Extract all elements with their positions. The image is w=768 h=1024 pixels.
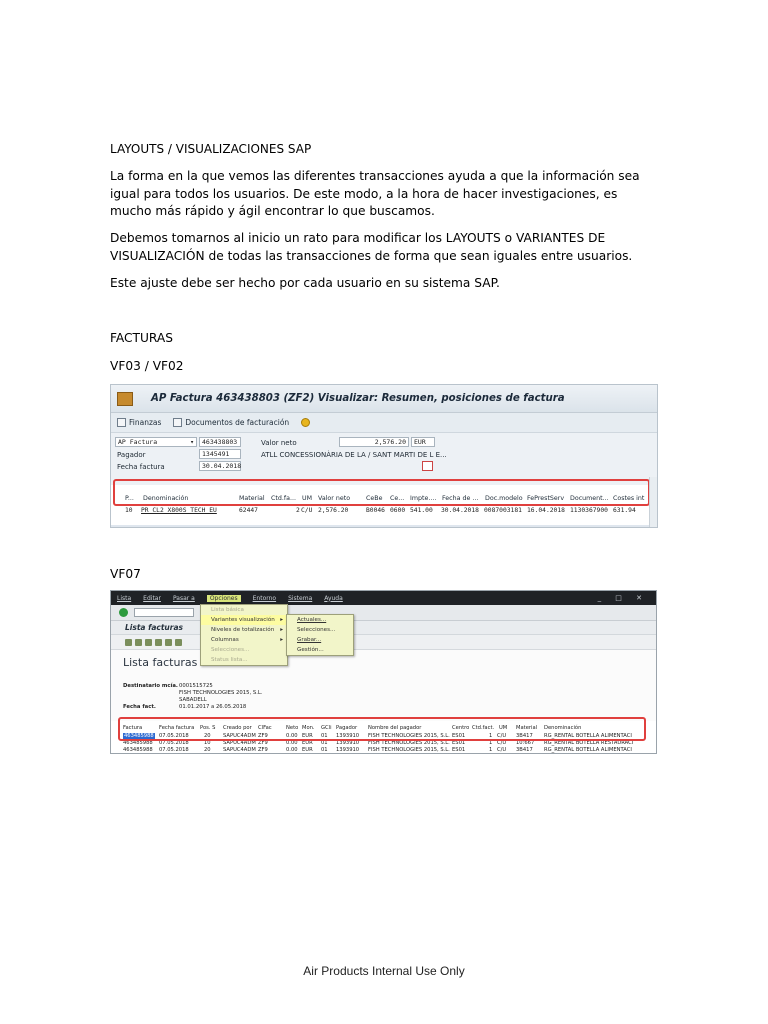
cell-impte: 541.00 [410,507,433,514]
menu-lista[interactable]: Lista [117,594,132,602]
cell-material: 10:667 [516,740,535,746]
cell-denominacion: RG_RENTAL BOTELLA ALIMENTACI [544,733,632,739]
menu-ayuda[interactable]: Ayuda [324,594,343,602]
payer-field[interactable]: 1345491 [199,449,241,459]
col-factura[interactable]: Factura [123,725,143,731]
vf07-screenshot [110,590,657,754]
finanzas-label: Finanzas [129,418,162,427]
cell-gcli: 01 [321,740,328,746]
cell-gcli: 01 [321,733,328,739]
highlight-box [118,717,646,741]
cell-material: 62447 [239,507,258,514]
cell-creado-por: SAPUC4ADM [223,740,256,746]
window-title: AP Factura 463438803 (ZF2) Visualizar: Resumen, posiciones de factura [151,393,565,404]
cell-clfac: ZF9 [258,747,268,753]
menu-item-niveles[interactable] [201,625,287,635]
submenu-selecciones[interactable]: Selecciones... [297,627,336,633]
display-object-button[interactable] [301,418,310,427]
menu-item-variantes-label: Variantes visualización [211,617,275,623]
section-heading: FACTURAS [110,331,173,345]
col-fe-prest-serv[interactable]: FePrestServ [527,495,565,502]
cell-item: 10 [125,507,133,514]
finanzas-icon [117,418,126,427]
col-centro[interactable]: Centro [452,725,470,731]
menu-item-selecciones[interactable]: Selecciones... [211,647,250,653]
cell-factura: 463485988 [123,740,153,746]
cell-net-value: 2,576.20 [318,507,349,514]
object-services-icon [301,418,310,427]
cell-factura: 463485988 [124,733,154,739]
col-ce[interactable]: Ce... [390,495,405,502]
col-clfac[interactable]: ClFac [258,725,272,731]
billing-date-field[interactable]: 30.04.2018 [199,461,241,471]
col-item[interactable]: P... [125,495,134,502]
export-icon[interactable] [165,639,172,646]
window-titlebar [111,385,657,413]
cell-pos: 10 [204,740,211,746]
cell-mon: EUR [302,740,313,746]
cell-clfac: ZF9 [258,740,268,746]
billing-doc-number[interactable]: 463438803 [199,437,241,447]
cell-centro: ES01 [452,733,466,739]
fecha-label: Fecha fact. [123,704,156,710]
menu-editar[interactable]: Editar [143,594,161,602]
col-material[interactable]: Material [239,495,265,502]
cell-material: 3B417 [516,733,533,739]
fecha-value: 01.01.2017 a 26.05.2018 [179,704,247,710]
menu-pasar-a[interactable]: Pasar a [172,594,195,602]
highlight-box [113,479,650,506]
command-bar [111,605,656,621]
cell-gcli: 01 [321,747,328,753]
cell-mon: EUR [302,733,313,739]
col-net-value[interactable]: Valor neto [318,495,351,502]
col-um[interactable]: UM [302,495,313,502]
footer-classification: Air Products Internal Use Only [303,964,465,978]
cell-document: 1130367900 [570,507,608,514]
cell-fecha: 07.05.2018 [159,733,189,739]
opciones-menu [200,604,288,666]
col-denominacion[interactable]: Denominación [544,725,582,731]
cell-material: 3B417 [516,747,533,753]
list-header [111,649,656,721]
payer-label: Pagador [117,451,146,459]
finanzas-button[interactable] [117,418,161,427]
paragraph-1: La forma en la que vemos las diferentes transacciones ayuda a que la información sea igual para todos los usuarios. De este modo, a la hora de hacer investigaciones, es mucho más rápido y ágil encontrar lo que buscamos. [110,169,640,218]
payer-name: ATLL CONCESSIONÀRIA DE LA / SANT MARTI DE L E... [261,451,447,459]
doc-heading: LAYOUTS / VISUALIZACIONES SAP [110,142,312,156]
window-controls[interactable]: _ □ ✕ [597,594,648,602]
vf07-label: VF07 [110,567,141,581]
col-ctd-fact[interactable]: Ctd.fact. [472,725,495,731]
submenu-arrow-icon: ▸ [280,637,283,643]
command-field[interactable] [134,608,194,617]
menu-opciones[interactable]: Opciones [207,595,241,602]
cell-mon: EUR [302,747,313,753]
cell-um: C/U [301,507,313,514]
cell-doc-modelo: 0087003181 [484,507,522,514]
col-pagador[interactable]: Pagador [336,725,358,731]
menu-item-columnas-label: Columnas [211,637,239,643]
col-creado-por[interactable]: Creado por [223,725,252,731]
net-value-field[interactable]: 2,576.20 [339,437,409,447]
cell-costes-int: 631.94 [613,507,636,514]
cell-centro: ES01 [452,740,466,746]
cell-nombre: FISH TECHNOLOGIES 2015, S.L. [368,740,450,746]
list-toolbar [111,635,656,649]
menu-item-columnas[interactable] [201,635,287,645]
dest-value: 0001515725 [179,683,213,689]
submenu-arrow-icon: ▸ [280,617,283,623]
sum-icon[interactable] [155,639,162,646]
submenu-actuales[interactable]: Actuales... [297,617,327,623]
paragraph-2: Debemos tomarnos al inicio un rato para modificar los LAYOUTS o VARIANTES DE VISUALIZACIÓN de todas las transacciones de forma que sean iguales entre usuarios. [110,231,633,263]
cell-clfac: ZF9 [258,733,268,739]
cell-pos: 20 [204,747,211,753]
enter-icon[interactable] [119,608,128,617]
col-um[interactable]: UM [499,725,508,731]
cell-nombre: FISH TECHNOLOGIES 2015, S.L. [368,733,450,739]
cell-um: C/U [497,740,507,746]
cell-pagador: 1393910 [336,733,360,739]
col-pos[interactable]: Pos. S [200,725,216,731]
col-cebe[interactable]: CeBe [366,495,383,502]
menu-bar [111,591,656,605]
dest-city: SABADELL [179,697,207,703]
col-costes-int[interactable]: Costes int [613,495,645,502]
cell-denominacion: RG_RENTAL BOTELLA RESTAURACI [544,740,634,746]
pdf-icon[interactable] [422,461,433,471]
cell-pagador: 1393910 [336,747,360,753]
vf03-screenshot [110,384,658,528]
cell-um: C/U [497,733,507,739]
sort-icon[interactable] [135,639,142,646]
dest-label: Destinatario mcía. [123,683,178,689]
currency-field[interactable]: EUR [411,437,435,447]
menu-entorno[interactable]: Entorno [252,594,277,602]
cell-factura: 463485988 [123,747,153,753]
table-row[interactable] [111,507,657,518]
paragraph-3: Este ajuste debe ser hecho por cada usuario en su sistema SAP. [110,276,500,290]
documentos-facturacion-label: Documentos de facturación [185,418,290,427]
menu-item-status[interactable]: Status lista... [211,657,248,663]
cell-creado-por: SAPUC4ADM [223,733,256,739]
cell-fecha: 30.04.2018 [441,507,479,514]
cell-neto: 0.00 [286,747,298,753]
billing-type-select[interactable] [115,437,197,447]
list-title: Lista facturas [123,656,198,669]
documentos-facturacion-button[interactable] [173,418,289,427]
cell-creado-por: SAPUC4ADM [223,747,256,753]
col-denominacion[interactable]: Denominación [143,495,189,502]
cell-ctd: 1 [489,733,493,739]
submenu-arrow-icon: ▸ [280,627,283,633]
col-qty[interactable]: Ctd.fa... [271,495,296,502]
vf03-label: VF03 / VF02 [110,359,184,373]
dest-name: FISH TECHNOLOGIES 2015, S.L. [179,690,263,696]
variantes-submenu [286,614,354,656]
col-fecha[interactable]: Fecha de ... [442,495,479,502]
cell-centro: ES01 [452,747,466,753]
details-icon[interactable] [125,639,132,646]
cell-fecha: 07.05.2018 [159,740,189,746]
billing-type-value: AP Factura [118,438,158,446]
submenu-grabar[interactable]: Grabar... [297,637,322,643]
menu-item-variantes[interactable] [201,615,287,625]
menu-item-niveles-label: Niveles de totalización [211,627,275,633]
cell-fecha: 07.05.2018 [159,747,189,753]
menu-sistema[interactable]: Sistema [288,594,313,602]
cell-nombre: FISH TECHNOLOGIES 2015, S.L. [368,747,450,753]
cell-neto: 0.00 [286,740,298,746]
billing-date-label: Fecha factura [117,463,165,471]
cell-qty: 2 [296,507,300,514]
col-fecha-factura[interactable]: Fecha factura [159,725,195,731]
cell-um: C/U [497,747,507,753]
col-material[interactable]: Material [516,725,538,731]
col-impte[interactable]: Impte.... [410,495,437,502]
cell-pos: 20 [204,733,211,739]
col-document[interactable]: Document... [570,495,609,502]
header-form [111,433,657,485]
cell-cebe: B0046 [366,507,385,514]
submenu-gestion[interactable]: Gestión... [297,647,324,653]
col-neto[interactable]: Neto [286,725,299,731]
col-doc-modelo[interactable]: Doc.modelo [485,495,523,502]
col-gcli[interactable]: GCli [321,725,332,731]
document-flow-icon [173,418,182,427]
vertical-scrollbar[interactable] [649,477,657,528]
screen-title: Lista facturas [111,621,656,635]
chevron-down-icon: ▾ [190,438,194,446]
cell-pagador: 1393910 [336,740,360,746]
menu-item-lista-basica[interactable]: Lista básica [211,607,244,613]
cell-fe-prest-serv: 16.04.2018 [527,507,565,514]
application-toolbar [111,413,657,433]
cell-denominacion: RG_RENTAL BOTELLA ALIMENTACI [544,747,632,753]
net-value-label: Valor neto [261,439,297,447]
cell-ce: 0600 [390,507,406,514]
app-icon [117,392,133,406]
col-nombre-pagador[interactable]: Nombre del pagador [368,725,422,731]
cell-ctd: 1 [489,747,493,753]
filter-icon[interactable] [145,639,152,646]
cell-neto: 0.00 [286,733,298,739]
cell-ctd: 1 [489,740,493,746]
col-mon[interactable]: Mon. [302,725,315,731]
cell-denominacion: PR CL2 X800S TECH EU [141,507,217,514]
print-icon[interactable] [175,639,182,646]
